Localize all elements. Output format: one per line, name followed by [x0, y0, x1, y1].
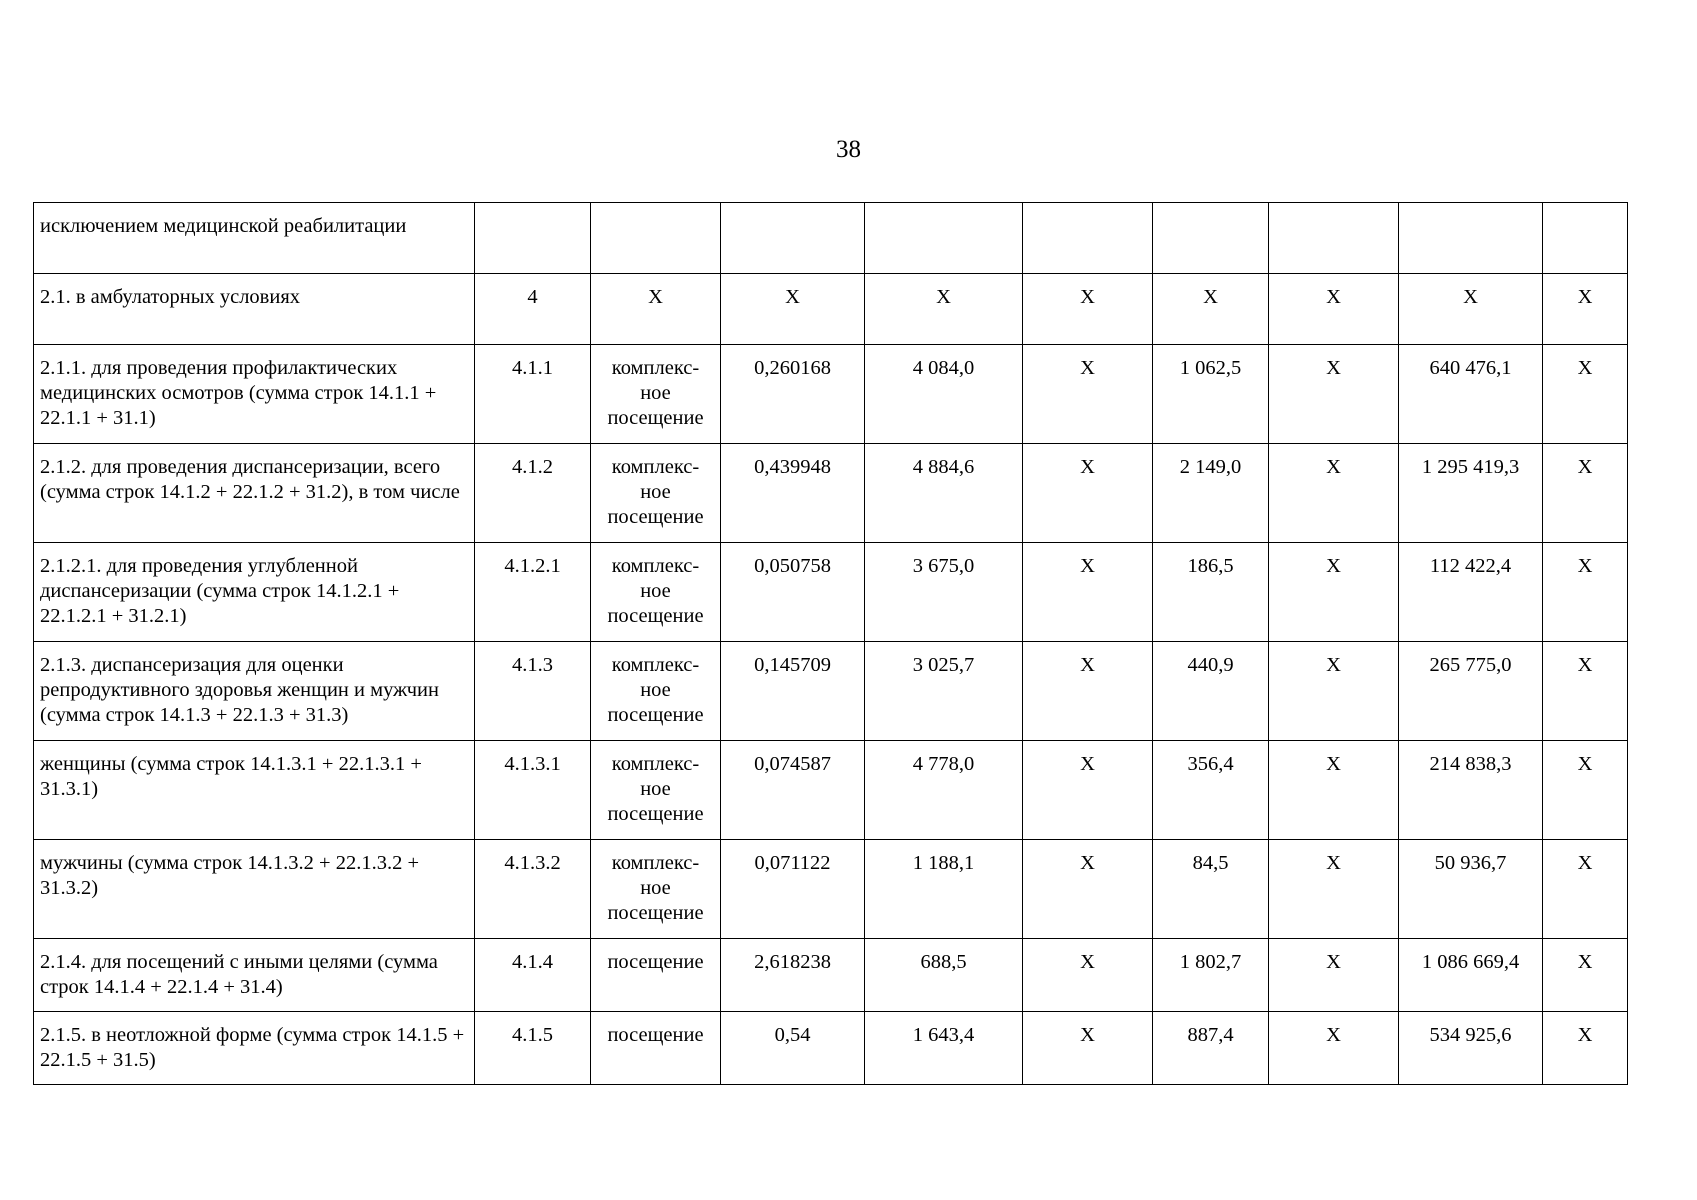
row-name-cell: 2.1.4. для посещений с иными целями (сумма строк 14.1.4 + 22.1.4 + 31.4) — [34, 939, 475, 1012]
table-row — [34, 543, 1628, 642]
row-per-capita-cell: 1 062,5 — [1153, 345, 1269, 444]
row-unit-cell: комплекс-ное посещение — [591, 345, 721, 444]
table-row — [34, 345, 1628, 444]
row-per-capita-cell: 887,4 — [1153, 1012, 1269, 1085]
row-cell: Х — [1269, 1012, 1399, 1085]
row-cost-cell: 4 778,0 — [865, 741, 1023, 840]
row-cell: Х — [1543, 444, 1628, 543]
row-cost-cell: 1 643,4 — [865, 1012, 1023, 1085]
row-code-cell: 4.1.5 — [475, 1012, 591, 1085]
row-total-cell: 112 422,4 — [1399, 543, 1543, 642]
row-volume-cell: Х — [721, 274, 865, 345]
row-volume-cell: 0,074587 — [721, 741, 865, 840]
row-unit-cell: посещение — [591, 939, 721, 1012]
row-total-cell: Х — [1399, 274, 1543, 345]
row-cell: Х — [1269, 939, 1399, 1012]
row-name-cell: 2.1.1. для проведения профилактических медицинских осмотров (сумма строк 14.1.1 + 22.1.1 + 31.1) — [34, 345, 475, 444]
row-code-cell: 4.1.3.2 — [475, 840, 591, 939]
row-unit-cell: комплекс-ное посещение — [591, 840, 721, 939]
row-name-cell: 2.1. в амбулаторных условиях — [34, 274, 475, 345]
row-volume-cell: 0,071122 — [721, 840, 865, 939]
row-per-capita-cell: 440,9 — [1153, 642, 1269, 741]
row-cell: Х — [1023, 642, 1153, 741]
row-volume-cell: 0,439948 — [721, 444, 865, 543]
row-cell — [1269, 203, 1399, 274]
row-cost-cell — [865, 203, 1023, 274]
table-row — [34, 642, 1628, 741]
row-cost-cell: 688,5 — [865, 939, 1023, 1012]
row-code-cell: 4.1.4 — [475, 939, 591, 1012]
row-code-cell — [475, 203, 591, 274]
table-row — [34, 1012, 1628, 1085]
row-cost-cell: Х — [865, 274, 1023, 345]
table-row — [34, 840, 1628, 939]
row-total-cell: 50 936,7 — [1399, 840, 1543, 939]
row-cell — [1023, 203, 1153, 274]
row-total-cell — [1399, 203, 1543, 274]
row-per-capita-cell: 356,4 — [1153, 741, 1269, 840]
row-volume-cell — [721, 203, 865, 274]
row-total-cell: 265 775,0 — [1399, 642, 1543, 741]
row-total-cell: 534 925,6 — [1399, 1012, 1543, 1085]
row-cell: Х — [1543, 345, 1628, 444]
row-cell — [1543, 203, 1628, 274]
row-name-cell: 2.1.2. для проведения диспансеризации, всего (сумма строк 14.1.2 + 22.1.2 + 31.2), в том числе — [34, 444, 475, 543]
row-cell: Х — [1023, 741, 1153, 840]
row-name-cell: мужчины (сумма строк 14.1.3.2 + 22.1.3.2 + 31.3.2) — [34, 840, 475, 939]
row-name-cell: женщины (сумма строк 14.1.3.1 + 22.1.3.1 + 31.3.1) — [34, 741, 475, 840]
row-per-capita-cell: 186,5 — [1153, 543, 1269, 642]
row-per-capita-cell — [1153, 203, 1269, 274]
table-row — [34, 939, 1628, 1012]
row-cell: Х — [1023, 939, 1153, 1012]
row-cost-cell: 4 084,0 — [865, 345, 1023, 444]
row-cell: Х — [1543, 741, 1628, 840]
row-per-capita-cell: 2 149,0 — [1153, 444, 1269, 543]
row-per-capita-cell: 1 802,7 — [1153, 939, 1269, 1012]
table-row — [34, 444, 1628, 543]
row-volume-cell: 0,260168 — [721, 345, 865, 444]
row-cell: Х — [1269, 274, 1399, 345]
row-unit-cell: Х — [591, 274, 721, 345]
row-cell: Х — [1023, 444, 1153, 543]
table-row — [34, 203, 1628, 274]
row-cell: Х — [1269, 543, 1399, 642]
row-cell: Х — [1543, 939, 1628, 1012]
row-code-cell: 4 — [475, 274, 591, 345]
row-cell: Х — [1269, 840, 1399, 939]
row-volume-cell: 0,145709 — [721, 642, 865, 741]
page-number: 38 — [836, 136, 861, 163]
table-row — [34, 274, 1628, 345]
row-unit-cell: комплекс-ное посещение — [591, 543, 721, 642]
row-cell: Х — [1543, 543, 1628, 642]
data-table — [33, 202, 1628, 1085]
row-cell: Х — [1023, 840, 1153, 939]
row-cell: Х — [1269, 642, 1399, 741]
row-cell: Х — [1023, 345, 1153, 444]
row-total-cell: 1 295 419,3 — [1399, 444, 1543, 543]
row-code-cell: 4.1.2 — [475, 444, 591, 543]
row-cell: Х — [1269, 741, 1399, 840]
row-cell: Х — [1023, 543, 1153, 642]
row-unit-cell: комплекс-ное посещение — [591, 444, 721, 543]
row-code-cell: 4.1.3.1 — [475, 741, 591, 840]
row-volume-cell: 2,618238 — [721, 939, 865, 1012]
row-cell: Х — [1023, 1012, 1153, 1085]
row-total-cell: 1 086 669,4 — [1399, 939, 1543, 1012]
row-total-cell: 214 838,3 — [1399, 741, 1543, 840]
row-unit-cell: комплекс-ное посещение — [591, 642, 721, 741]
row-cell: Х — [1023, 274, 1153, 345]
row-code-cell: 4.1.2.1 — [475, 543, 591, 642]
row-per-capita-cell: Х — [1153, 274, 1269, 345]
row-cell: Х — [1543, 840, 1628, 939]
row-per-capita-cell: 84,5 — [1153, 840, 1269, 939]
row-cost-cell: 3 675,0 — [865, 543, 1023, 642]
row-name-cell: 2.1.3. диспансеризация для оценки репродуктивного здоровья женщин и мужчин (сумма строк 14.1.3 + 22.1.3 + 31.3) — [34, 642, 475, 741]
row-name-cell: 2.1.2.1. для проведения углубленной диспансеризации (сумма строк 14.1.2.1 + 22.1.2.1 + 31.2.1) — [34, 543, 475, 642]
row-cell: Х — [1543, 1012, 1628, 1085]
row-cell: Х — [1543, 274, 1628, 345]
row-unit-cell: комплекс-ное посещение — [591, 741, 721, 840]
table-row — [34, 741, 1628, 840]
row-cost-cell: 1 188,1 — [865, 840, 1023, 939]
row-code-cell: 4.1.3 — [475, 642, 591, 741]
row-cell: Х — [1543, 642, 1628, 741]
row-cell: Х — [1269, 444, 1399, 543]
row-cell: Х — [1269, 345, 1399, 444]
row-total-cell: 640 476,1 — [1399, 345, 1543, 444]
row-volume-cell: 0,54 — [721, 1012, 865, 1085]
row-cost-cell: 4 884,6 — [865, 444, 1023, 543]
row-volume-cell: 0,050758 — [721, 543, 865, 642]
row-code-cell: 4.1.1 — [475, 345, 591, 444]
row-unit-cell — [591, 203, 721, 274]
row-cost-cell: 3 025,7 — [865, 642, 1023, 741]
row-unit-cell: посещение — [591, 1012, 721, 1085]
row-name-cell: исключением медицинской реабилитации — [34, 203, 475, 274]
row-name-cell: 2.1.5. в неотложной форме (сумма строк 14.1.5 + 22.1.5 + 31.5) — [34, 1012, 475, 1085]
